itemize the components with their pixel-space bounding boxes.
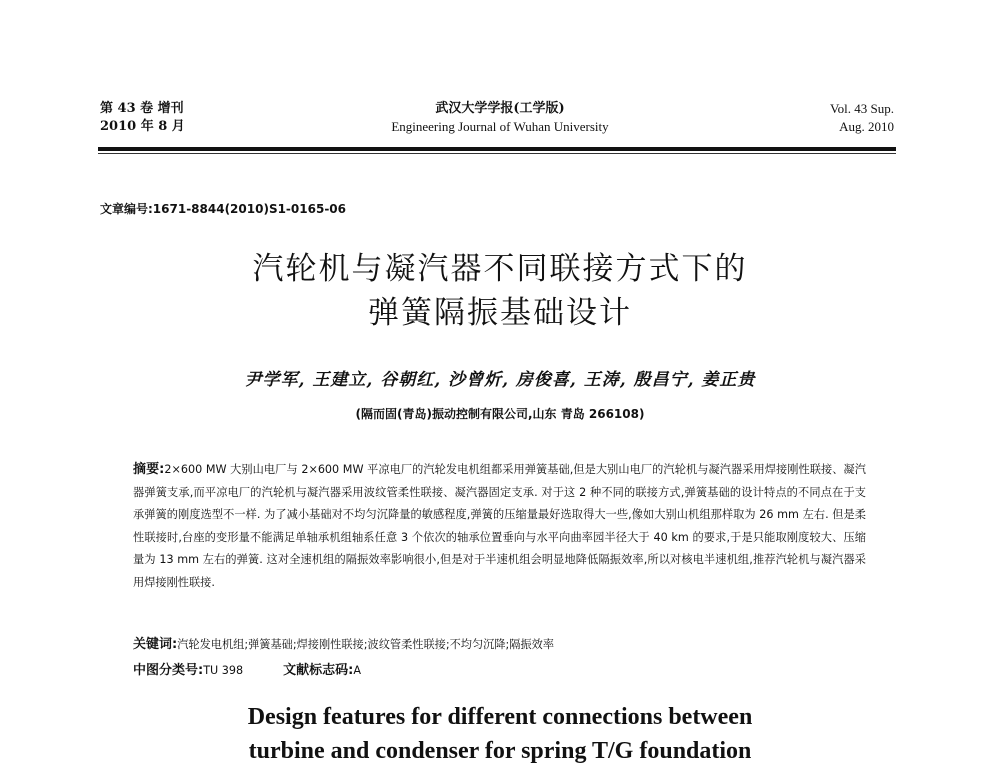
- paper-title-cn-line1: 汽轮机与凝汽器不同联接方式下的: [252, 251, 748, 287]
- doc-code-label: 文献标志码:: [283, 663, 354, 678]
- keywords-label: 关键词:: [133, 637, 178, 652]
- clc-value: TU 398: [203, 664, 244, 677]
- classification-info: [133, 662, 866, 680]
- keywords-text: 汽轮发电机组;弹簧基础;焊接刚性联接;波纹管柔性联接;不均匀沉降;隔振效率: [177, 638, 555, 651]
- date-cn: 2010 年 8 月: [100, 119, 185, 134]
- keywords: [133, 636, 866, 654]
- paper-title-en-line1: Design features for different connections between: [247, 704, 753, 730]
- paper-title-cn: [150, 247, 850, 335]
- clc-label: 中图分类号:: [133, 663, 204, 678]
- journal-volume-info-en: [830, 100, 894, 136]
- abstract-label: 摘要:: [133, 462, 165, 477]
- journal-volume-info: [100, 100, 185, 136]
- journal-name-en: Engineering Journal of Wuhan University: [391, 119, 609, 134]
- journal-name: [300, 100, 700, 136]
- header-rule-thin: [98, 153, 896, 154]
- affiliation: (隔而固(青岛)振动控制有限公司,山东 青岛 266108): [355, 407, 645, 421]
- paper-title-en: [150, 700, 850, 768]
- doc-code-value: A: [353, 664, 361, 677]
- date-en: Aug. 2010: [839, 119, 894, 134]
- volume-cn: 第 43 卷 增刊: [100, 101, 184, 116]
- journal-name-cn: 武汉大学学报(工学版): [435, 101, 565, 116]
- abstract-text: 2×600 MW 大别山电厂与 2×600 MW 平凉电厂的汽轮发电机组都采用弹簧基础,但是大别山电厂的汽轮机与凝汽器采用焊接刚性联接、凝汽器弹簧支承,而平凉电厂的汽轮机与凝汽器采用波纹管柔性联接、凝汽器固定支承. 对于这 2 种不同的联接方式,弹簧基础的设计特点的不同点在于支承弹簧的刚度选型不一样. 为了减小基础对不均匀沉降量的敏感程度,弹簧的压缩量最好选取得大一些,像如大别山机组那样取为 26 mm 左右. 但是柔性联接时,台座的变形量不能满足单轴承机组轴系任意 3 个依次的轴承位置垂向与水平向曲率园半径大于 40 km 的要求,于是只能取刚度较大、压缩量为 13 mm 左右的弹簧. 这对全速机组的隔振效率影响很小,但是对于半速机组会明显地降低隔振效率,所以对核电半速机组,推荐汽轮机与凝汽器采用焊接刚性联接.: [133, 463, 866, 589]
- header-rule-thick: [98, 147, 896, 151]
- article-number: 文章编号:1671-8844(2010)S1-0165-06: [100, 202, 346, 216]
- paper-title-en-line2: turbine and condenser for spring T/G foundation: [248, 738, 752, 764]
- paper-title-cn-line2: 弹簧隔振基础设计: [368, 295, 632, 331]
- author-list: 尹学军, 王建立, 谷朝红, 沙曾炘, 房俊喜, 王涛, 殷昌宁, 姜正贵: [244, 370, 756, 390]
- abstract: [133, 459, 866, 595]
- volume-en: Vol. 43 Sup.: [829, 101, 894, 116]
